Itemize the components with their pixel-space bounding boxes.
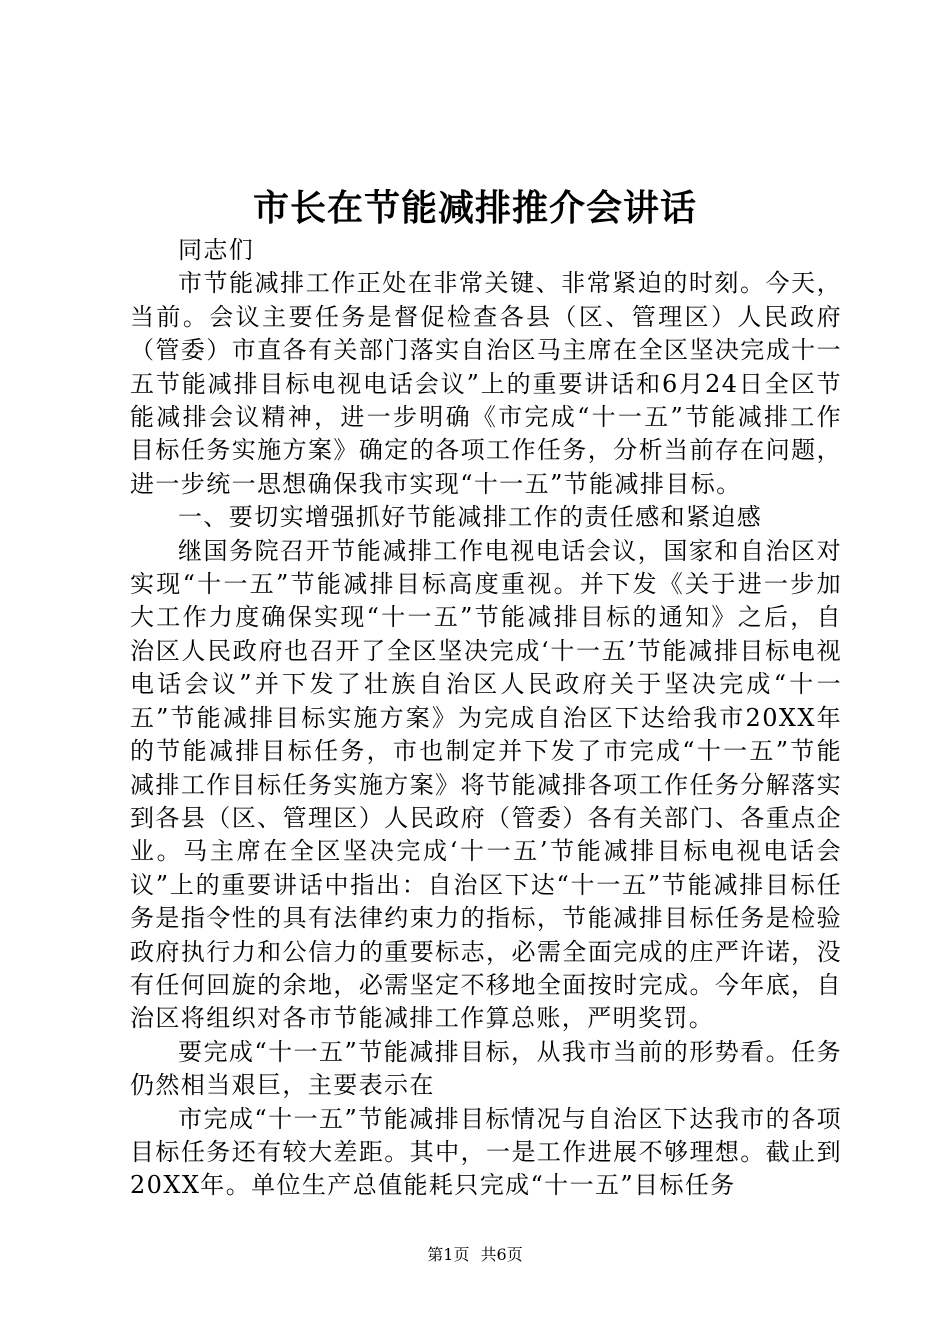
document-body — [130, 234, 842, 1203]
salutation: 同志们 — [178, 236, 255, 264]
paragraph-situation: 要完成“十一五”节能减排目标，从我市当前的形势看。任务仍然相当艰巨，主要表示在 — [130, 1037, 842, 1100]
section-heading-1: 一、要切实增强抓好节能减排工作的责任感和紧迫感 — [178, 503, 763, 532]
paragraph-background: 继国务院召开节能减排工作电视电话会议，国家和自治区对实现“十一五”节能减排目标高度重视。并下发《关于进一步加大工作力度确保实现“十一五”节能减排目标的通知》之后，自治区人民政府也召开了全区坚决完成‘十一五’节能减排目标电视电话会议”并下发了壮族自治区人民政府关于坚决完成“十一五”节能减排目标实施方案》为完成自治区下达给我市20XX年的节能减排目标任务，市也制定并下发了市完成“十一五”节能减排工作目标任务实施方案》将节能减排各项工作任务分解落实到各县（区、管理区）人民政府（管委）各有关部门、各重点企业。马主席在全区坚决完成‘十一五’节能减排目标电视电话会议”上的重要讲话中指出：自治区下达“十一五”节能减排目标任务是指令性的具有法律约束力的指标，节能减排目标任务是检验政府执行力和公信力的重要标志，必需全面完成的庄严许诺，没有任何回旋的余地，必需坚定不移地全面按时完成。今年底，自治区将组织对各市节能减排工作算总账，严明奖罚。 — [130, 536, 842, 1033]
paragraph-intro: 市节能减排工作正处在非常关键、非常紧迫的时刻。今天，当前。会议主要任务是督促检查各县（区、管理区）人民政府（管委）市直各有关部门落实自治区马主席在全区坚决完成十一五节能减排目标电视电话会议”上的重要讲话和6月24日全区节能减排会议精神，进一步明确《市完成“十一五”节能减排工作目标任务实施方案》确定的各项工作任务，分析当前存在问题，进一步统一思想确保我市实现“十一五”节能减排目标。 — [130, 269, 842, 498]
page-footer — [0, 1244, 950, 1266]
page-total: 共6页 — [480, 1245, 523, 1264]
page-number: 第1页 — [427, 1245, 470, 1264]
paragraph-gap: 市完成“十一五”节能减排目标情况与自治区下达我市的各项目标任务还有较大差距。其中，一是工作进展不够理想。截止到20XX年。单位生产总值能耗只完成“十一五”目标任务 — [130, 1104, 842, 1200]
document-title: 市长在节能减排推介会讲话 — [252, 187, 697, 229]
